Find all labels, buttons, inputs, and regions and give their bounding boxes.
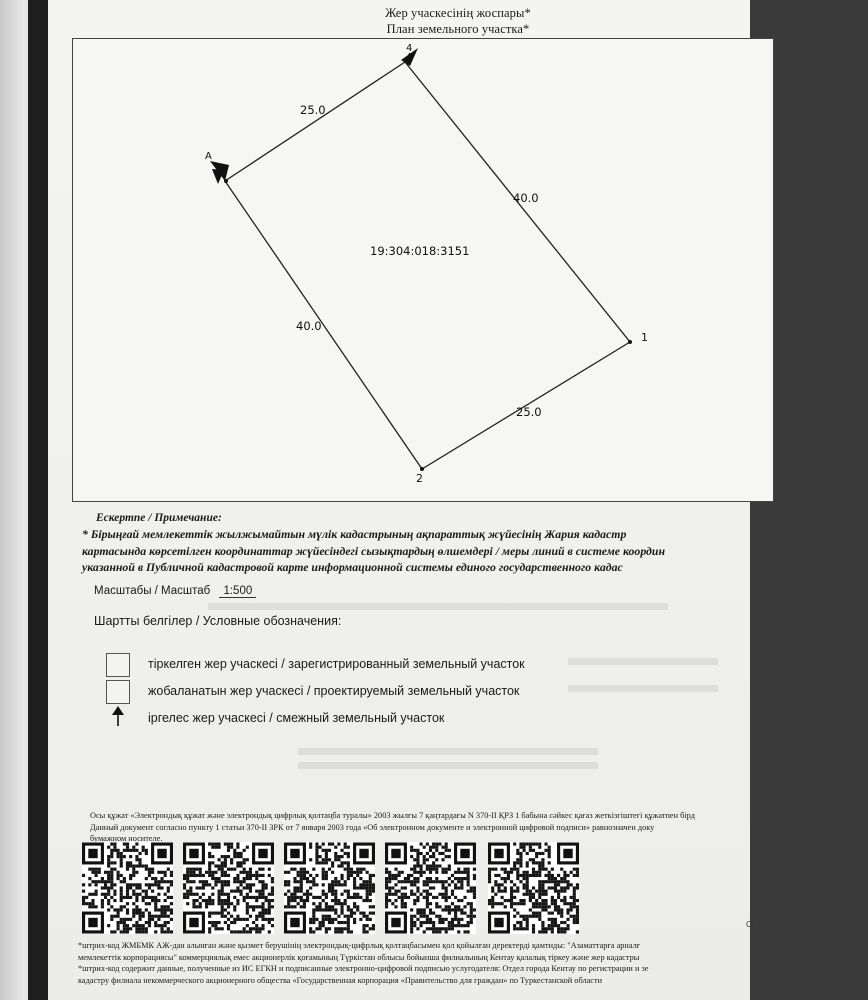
side-length-top: 25.0 — [300, 103, 326, 117]
footer-legal-kz: Осы құжат «Электрондық құжат және электрондық цифрлық қолтаңба туралы» 2003 жылғы 7 қаңтардағы N 370-II ҚРЗ 1 бабына сәйкес қағаз жеткізгіштегі құжатпен бірд — [90, 811, 695, 820]
page-edge-text: Ст — [746, 920, 756, 929]
qr-code — [82, 842, 173, 934]
point-marker — [224, 179, 228, 183]
point-label-a: A — [205, 151, 212, 162]
legend-item-text: жобаланатын жер учаскесі / проектируемый земельный участок — [148, 684, 520, 698]
land-plot-plan — [72, 38, 774, 502]
note-line: картасында көрсетілген координаттар жүйесіндегі сызықтардың өлшемдері / меры линий в системе координ — [82, 543, 666, 558]
note-text — [82, 526, 772, 576]
side-length-left: 40.0 — [296, 319, 322, 333]
point-marker — [628, 340, 632, 344]
side-length-bottom: 25.0 — [516, 405, 542, 419]
qr-code — [488, 842, 579, 934]
title-ru: План земельного участка* — [386, 22, 530, 36]
legend-square-box — [106, 680, 130, 704]
legend-title: Шартты белгілер / Условные обозначения: — [94, 614, 342, 628]
scale-row — [94, 585, 256, 598]
legend-item-text: тіркелген жер учаскесі / зарегистрированный земельный участок — [148, 657, 525, 671]
qr-code — [385, 842, 476, 934]
plot-drawing — [73, 39, 773, 501]
footer-note-line: *штрих-код содержит данные, полученные из ИС ЕГКН и подписанные электронно-цифровой подписью услугодателя: Отдел города Кентау по регистрации и зе — [78, 964, 649, 973]
show-through-line — [298, 762, 598, 769]
qr-code — [183, 842, 274, 934]
point-label-1: 1 — [641, 331, 648, 344]
point-marker — [420, 467, 424, 471]
footer-barcode-note — [78, 940, 798, 986]
show-through-line — [208, 603, 668, 610]
footer-note-line: мемлекеттік корпорациясы" коммерциялық емес акционерлік қоғамының Түркістан облысы бойынша филиалының Кентау қалалық тіркеу және жер кадастры — [78, 952, 640, 962]
footer-legal-ru-end: бумажном носителе. — [90, 834, 163, 843]
note-line: указанной в Публичной кадастровой карте информационной системы единого государственного кадас — [82, 560, 623, 574]
binder-strip — [28, 0, 50, 1000]
legend-square-box — [106, 653, 130, 677]
title-kz: Жер учаскесінің жоспары* — [385, 6, 531, 20]
legend-item-text: іргелес жер учаскесі / смежный земельный участок — [148, 711, 445, 725]
scale-label: Масштабы / Масштаб — [94, 585, 211, 597]
footer-legal-ru: Данный документ согласно пункту 1 статьи 370-II ЗРК от 7 января 2003 года «Об электронном документе и электронной цифровой подписи» равнозначен доку — [90, 823, 655, 832]
note-line: * Бірыңғай мемлекеттік жылжымайтын мүлік кадастрының ақпараттық жүйесінің Жария кадастр — [82, 527, 627, 541]
footer-note-line: кадастру филиала некоммерческого акционерного общества «Государственная корпорация «Правительство для граждан» по Туркестанской области — [78, 975, 603, 985]
document-page — [48, 0, 756, 1000]
side-length-right: 40.0 — [513, 191, 539, 205]
qr-code — [284, 842, 375, 934]
scale-value: 1:500 — [219, 585, 256, 598]
arrow-up-icon — [110, 705, 126, 727]
show-through-line — [568, 685, 718, 692]
parcel-number: 19:304:018:3151 — [370, 244, 470, 258]
parcel-boundary — [225, 62, 630, 469]
point-label-2: 2 — [416, 472, 423, 485]
show-through-line — [298, 748, 598, 755]
note-heading: Ескертпе / Примечание: — [96, 512, 222, 524]
show-through-line — [568, 658, 718, 665]
footer-note-line: *штрих-код ЖМБМК АЖ-дан алынған және қызмет берушінің электрондық-цифрлық қолтаңбасымен қол қойылған деректерді қамтиды: "Азаматтарға арналғ — [78, 941, 641, 950]
point-label-4: 4 — [406, 43, 413, 54]
